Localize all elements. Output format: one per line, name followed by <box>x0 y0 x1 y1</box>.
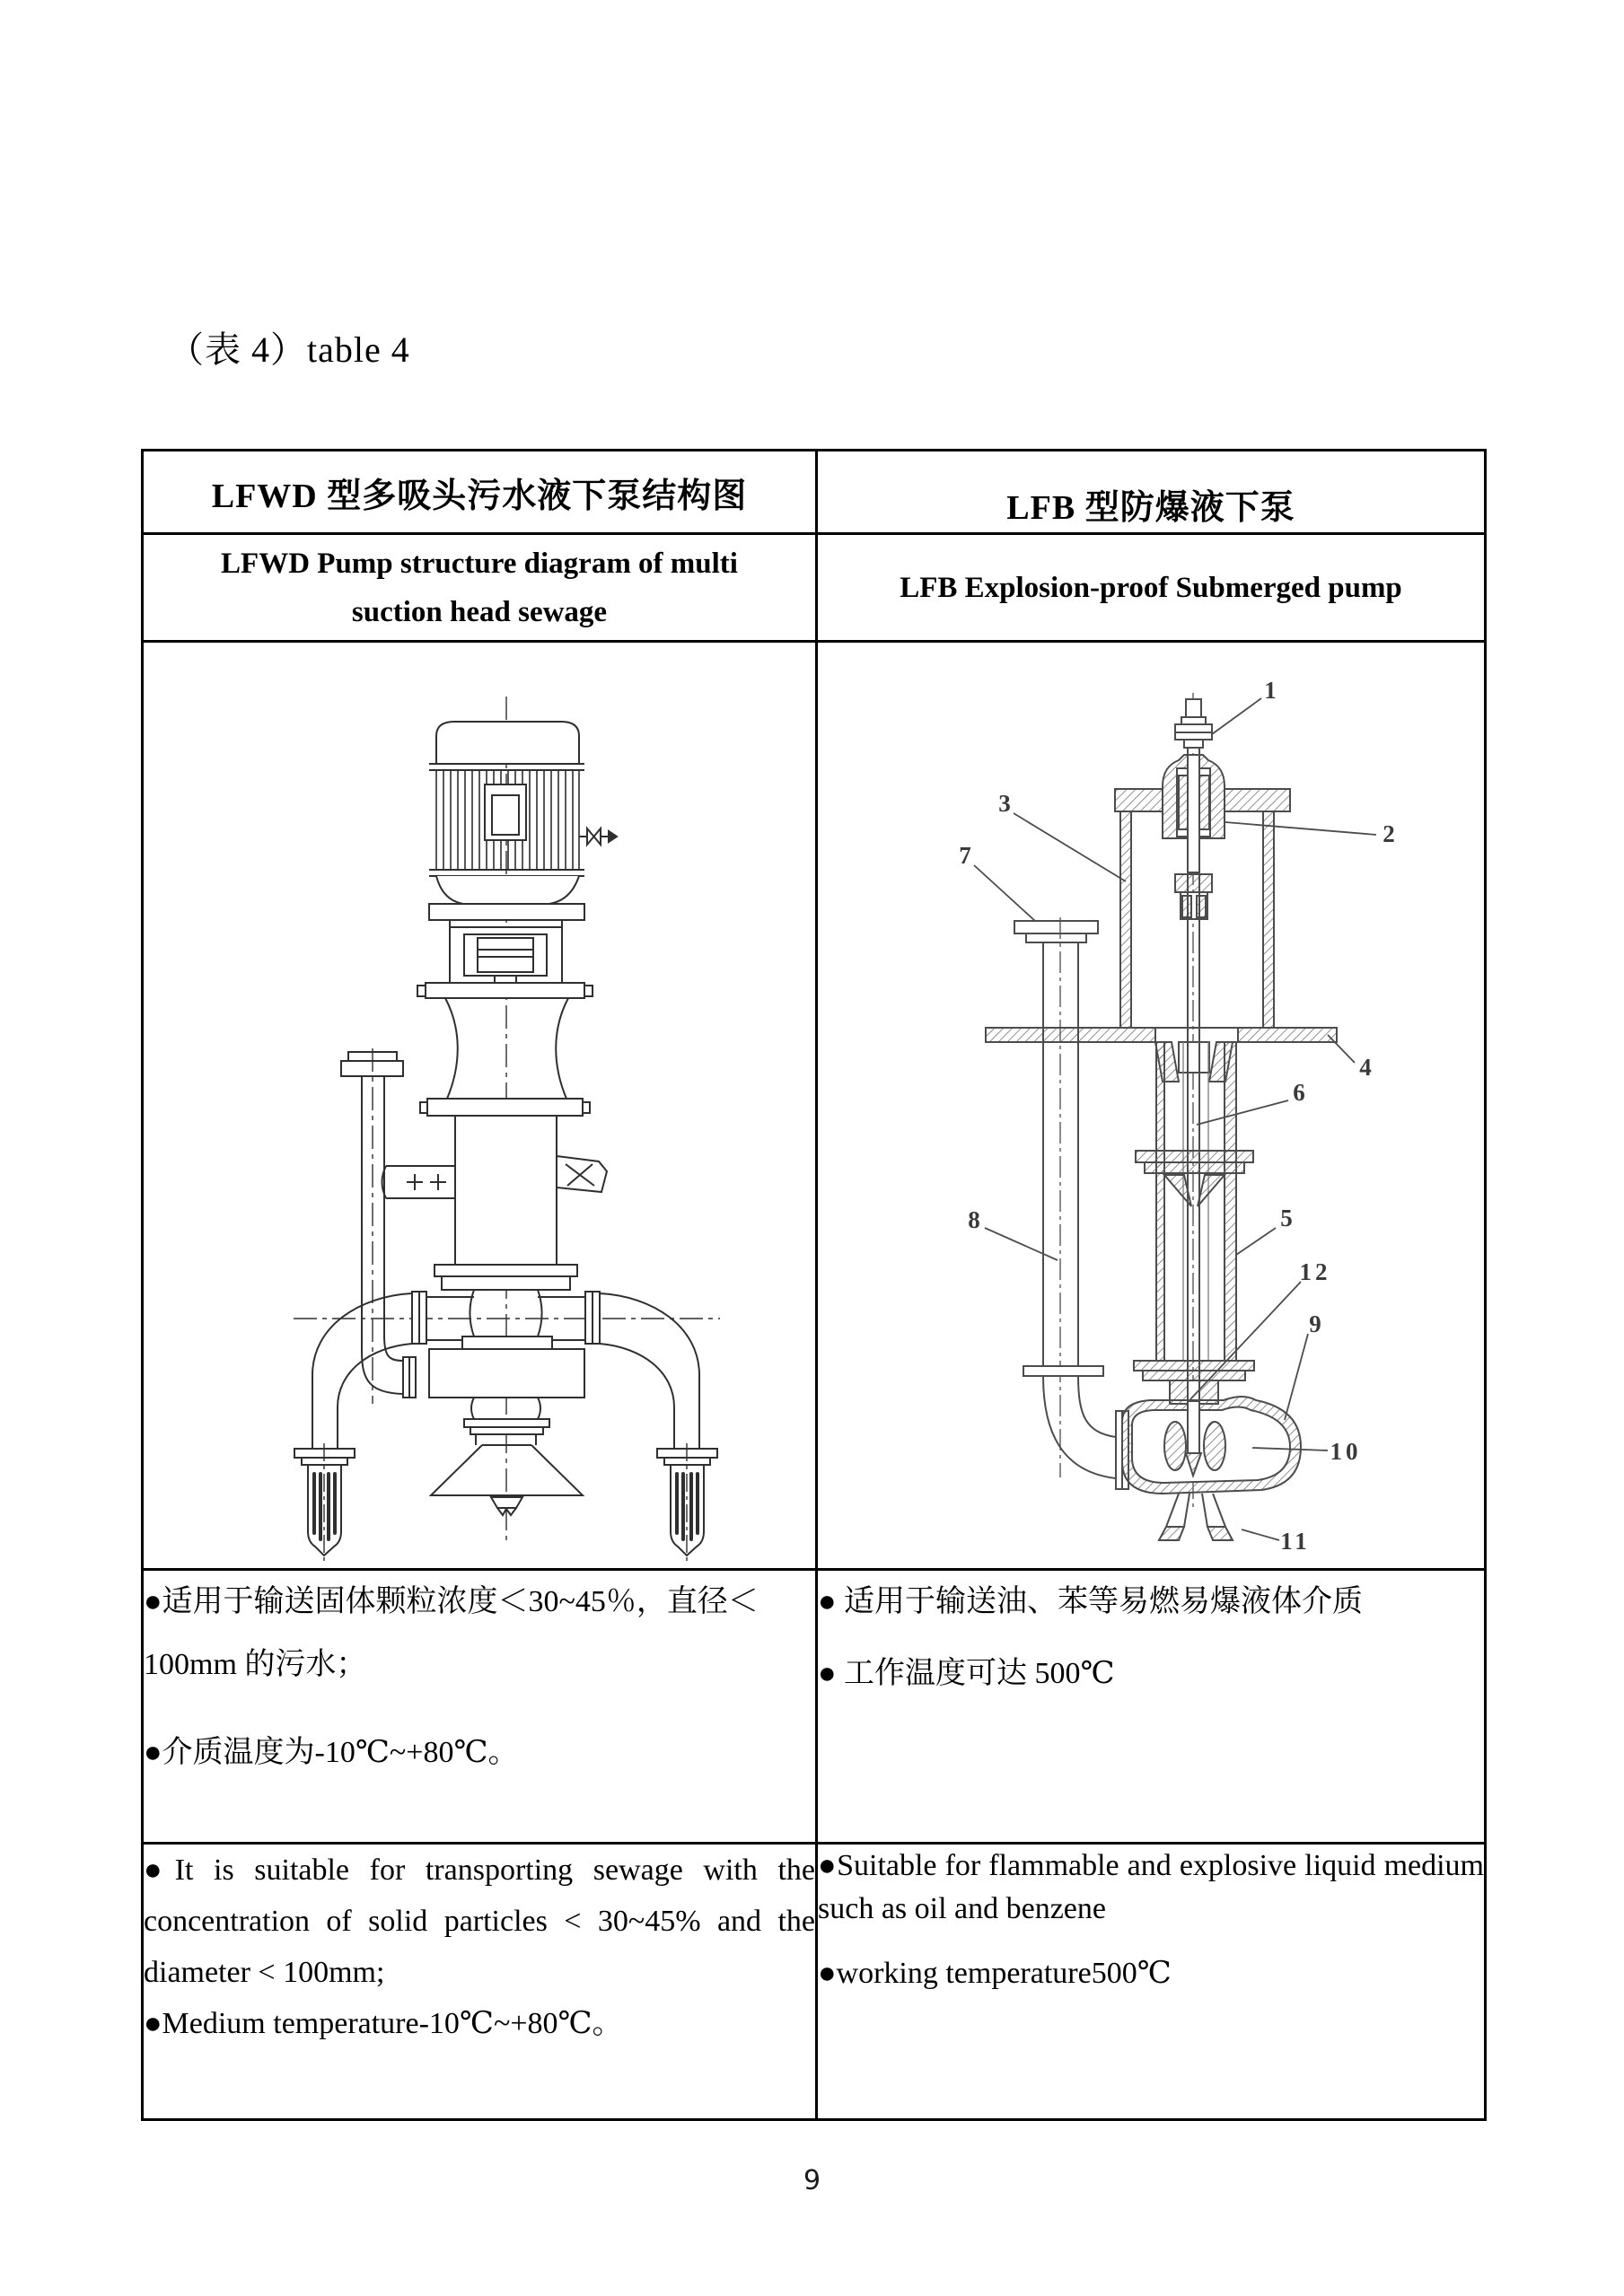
pump-comparison-table <box>141 449 1487 2121</box>
lfb-header-en: LFB Explosion-proof Submerged pump <box>900 571 1402 604</box>
callout-11: 11 <box>1279 1528 1311 1555</box>
lfb-header-zh-cell <box>817 451 1486 534</box>
header-row-en <box>143 534 1486 642</box>
lfb-feature-en-2: ●working temperature500℃ <box>818 1957 1172 1990</box>
lfwd-header-en: LFWD Pump structure diagram of multi suction head sewage <box>221 547 738 628</box>
callout-8: 8 <box>967 1206 980 1233</box>
lfwd-feature-zh-2: ●介质温度为-10℃~+80℃。 <box>144 1736 519 1769</box>
callout-1: 1 <box>1263 677 1277 704</box>
lfb-features-en-cell <box>817 1844 1486 2120</box>
callout-5: 5 <box>1279 1205 1293 1231</box>
lfb-feature-zh-1: ● 适用于输送油、苯等易燃易爆液体介质 <box>818 1585 1364 1618</box>
header-row-zh <box>143 451 1486 534</box>
lfb-features-zh-cell <box>817 1570 1486 1844</box>
lfb-linework <box>974 693 1376 1540</box>
vent-valve-icon <box>579 828 617 845</box>
page-number: 9 <box>803 2165 821 2196</box>
suction-inlet <box>1159 1494 1233 1540</box>
diagram-row <box>143 642 1486 1570</box>
lfwd-features-en-cell <box>143 1844 817 2120</box>
lfb-header-en-cell <box>817 534 1486 642</box>
page-title: （表 4）table 4 <box>168 329 410 370</box>
lfwd-header-en-cell <box>143 534 817 642</box>
lfwd-header-zh-cell <box>143 451 817 534</box>
lfwd-feature-en-2: ●Medium temperature-10℃~+80℃。 <box>144 2007 623 2040</box>
lfb-feature-en-1: ●Suitable for flammable and explosive liquid medium such as oil and benzene <box>818 1849 1484 1925</box>
lfb-pump-diagram <box>820 643 1483 1563</box>
bearing-housing <box>1163 755 1225 872</box>
suction-strainer-right <box>657 1443 717 1562</box>
features-row-zh <box>143 1570 1486 1844</box>
features-row-en <box>143 1844 1486 2120</box>
pump-casing <box>429 1349 584 1398</box>
lfb-feature-zh-2: ● 工作温度可达 500℃ <box>818 1657 1115 1690</box>
bell-mouth <box>431 1398 583 1515</box>
column-pipe <box>1156 872 1236 1401</box>
callout-7: 7 <box>958 842 971 869</box>
lfb-diagram-cell <box>817 642 1486 1570</box>
callout-10: 10 <box>1330 1438 1361 1465</box>
suction-strainer-left <box>294 1443 355 1562</box>
mounting-plate <box>986 1028 1337 1042</box>
callout-3: 3 <box>997 790 1011 817</box>
callout-9: 9 <box>1308 1310 1321 1337</box>
lfwd-features-zh-cell <box>143 1570 817 1844</box>
callout-6: 6 <box>1292 1079 1305 1106</box>
lfb-header-zh: LFB 型防爆液下泵 <box>1006 488 1295 527</box>
pump-column <box>455 1116 557 1265</box>
callout-4: 4 <box>1358 1054 1372 1081</box>
motor-cap <box>436 722 579 764</box>
callout-2: 2 <box>1382 820 1395 847</box>
lfwd-diagram-cell <box>143 642 817 1570</box>
lfwd-header-zh: LFWD 型多吸头污水液下泵结构图 <box>211 477 748 515</box>
lfwd-feature-en-1: ●It is suitable for transporting sewage with the concentration of solid particles < 30~45% and the diameter < 100mm; <box>144 1853 815 1989</box>
lfwd-feature-zh-1: ●适用于输送固体颗粒浓度＜30~45％，直径＜100mm 的污水； <box>144 1585 759 1681</box>
callout-12: 12 <box>1299 1258 1330 1285</box>
discharge-pipe <box>1014 917 1128 1489</box>
lfwd-linework <box>294 697 720 1562</box>
discharge-pipe <box>341 1048 403 1404</box>
lfwd-pump-diagram <box>145 643 814 1563</box>
